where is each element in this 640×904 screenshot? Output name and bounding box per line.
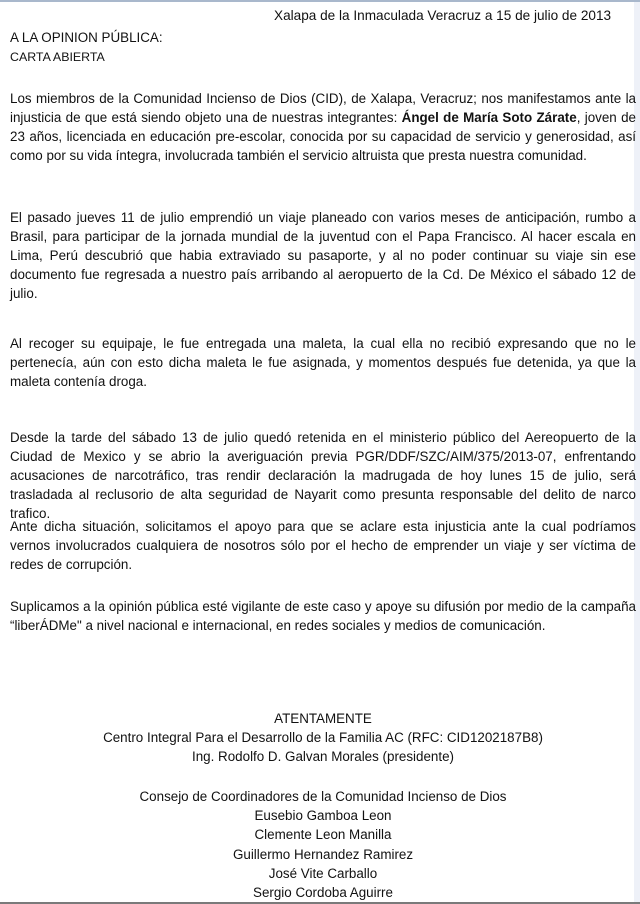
council-title: Consejo de Coordinadores de la Comunidad Incienso de Dios	[139, 789, 507, 804]
intro-text: Los miembros de la Comunidad Incienso de Dios (CID), de Xalapa, Veracruz; nos manifestamos ante la injusticia de que está siendo objeto una de nuestras integrantes:	[10, 91, 636, 125]
paragraph-campaign: Suplicamos a la opinión pública esté vigilante de este caso y apoye su difusión por medio de la campaña “liberÁDMe" a nivel nacional e internacional, en redes sociales y medios de comunicación.	[10, 599, 636, 633]
paragraph-trip: El pasado jueves 11 de julio emprendió un viaje planeado con varios meses de anticipación, rumbo a Brasil, para participar de la jornada mundial de la juventud con el Papa Francisco. Al hacer escala en Lima, Perú descubrió que habia extraviado su pasaporte, y al no poder continuar su viaje sin ese documento fue regresada a nuestro país arribando al aeropuerto de la Cd. De México el sábado 12 de julio.	[10, 210, 636, 301]
organization-name: Centro Integral Para el Desarrollo de la Familia AC (RFC: CID1202187B8)	[103, 730, 543, 745]
letter-subtitle: CARTA ABIERTA	[10, 50, 105, 64]
intro-text-continued: , joven de 23 años, licenciada en educación pre-escolar, conocida por su capacidad de servicio y generosidad, así como por su vida íntegra, involucrada también el servicio altruista que presta nuestra comunidad.	[10, 110, 636, 163]
closing-block	[10, 709, 636, 766]
member-name: Ángel de María Soto Zárate	[401, 110, 577, 125]
paragraph-detention: Desde la tarde del sábado 13 de julio quedó retenida en el ministerio público del Aereopuerto de la Ciudad de Mexico y se abrio la averiguación previa PGR/DDF/SZC/AIM/375/2013-07, enfrentando acusaciones de narcotráfico, tras rendir declaración la madrugada de hoy lunes 15 de julio, será trasladada al reclusorio de alta seguridad de Nayarit como presunta responsable del delito de narco trafico.	[10, 430, 636, 521]
council-block	[10, 787, 636, 902]
council-member: Clemente Leon Manilla	[254, 827, 392, 843]
council-member: José Vite Carballo	[268, 865, 378, 881]
council-member: Sergio Cordoba Aguirre	[253, 885, 393, 901]
closing-salutation: ATENTAMENTE	[274, 711, 372, 726]
recipient-heading: A LA OPINION PÚBLICA:	[10, 30, 163, 45]
paragraph-request: Ante dicha situación, solicitamos el apoyo para que se aclare esta injusticia ante la cual podríamos vernos involucrados cualquiera de nosotros sólo por el hecho de emprender un viaje y ser víctima de redes de corrupción.	[10, 519, 636, 572]
council-member: Eusebio Gamboa Leon	[254, 808, 392, 824]
top-border	[0, 0, 640, 2]
paragraph-luggage: Al recoger su equipaje, le fue entregada una maleta, la cual ella no recibió expresando que no le pertenecía, aún con esto dicha maleta le fue asignada, y momentos después fue detenida, ya que la maleta contenía droga.	[10, 336, 636, 389]
date-line: Xalapa de la Inmaculada Veracruz a 15 de julio de 2013	[274, 8, 612, 23]
council-member: Guillermo Hernandez Ramirez	[232, 846, 414, 862]
paragraph-introduction	[10, 89, 636, 165]
president-name: Ing. Rodolfo D. Galvan Morales (presidente)	[192, 749, 454, 764]
